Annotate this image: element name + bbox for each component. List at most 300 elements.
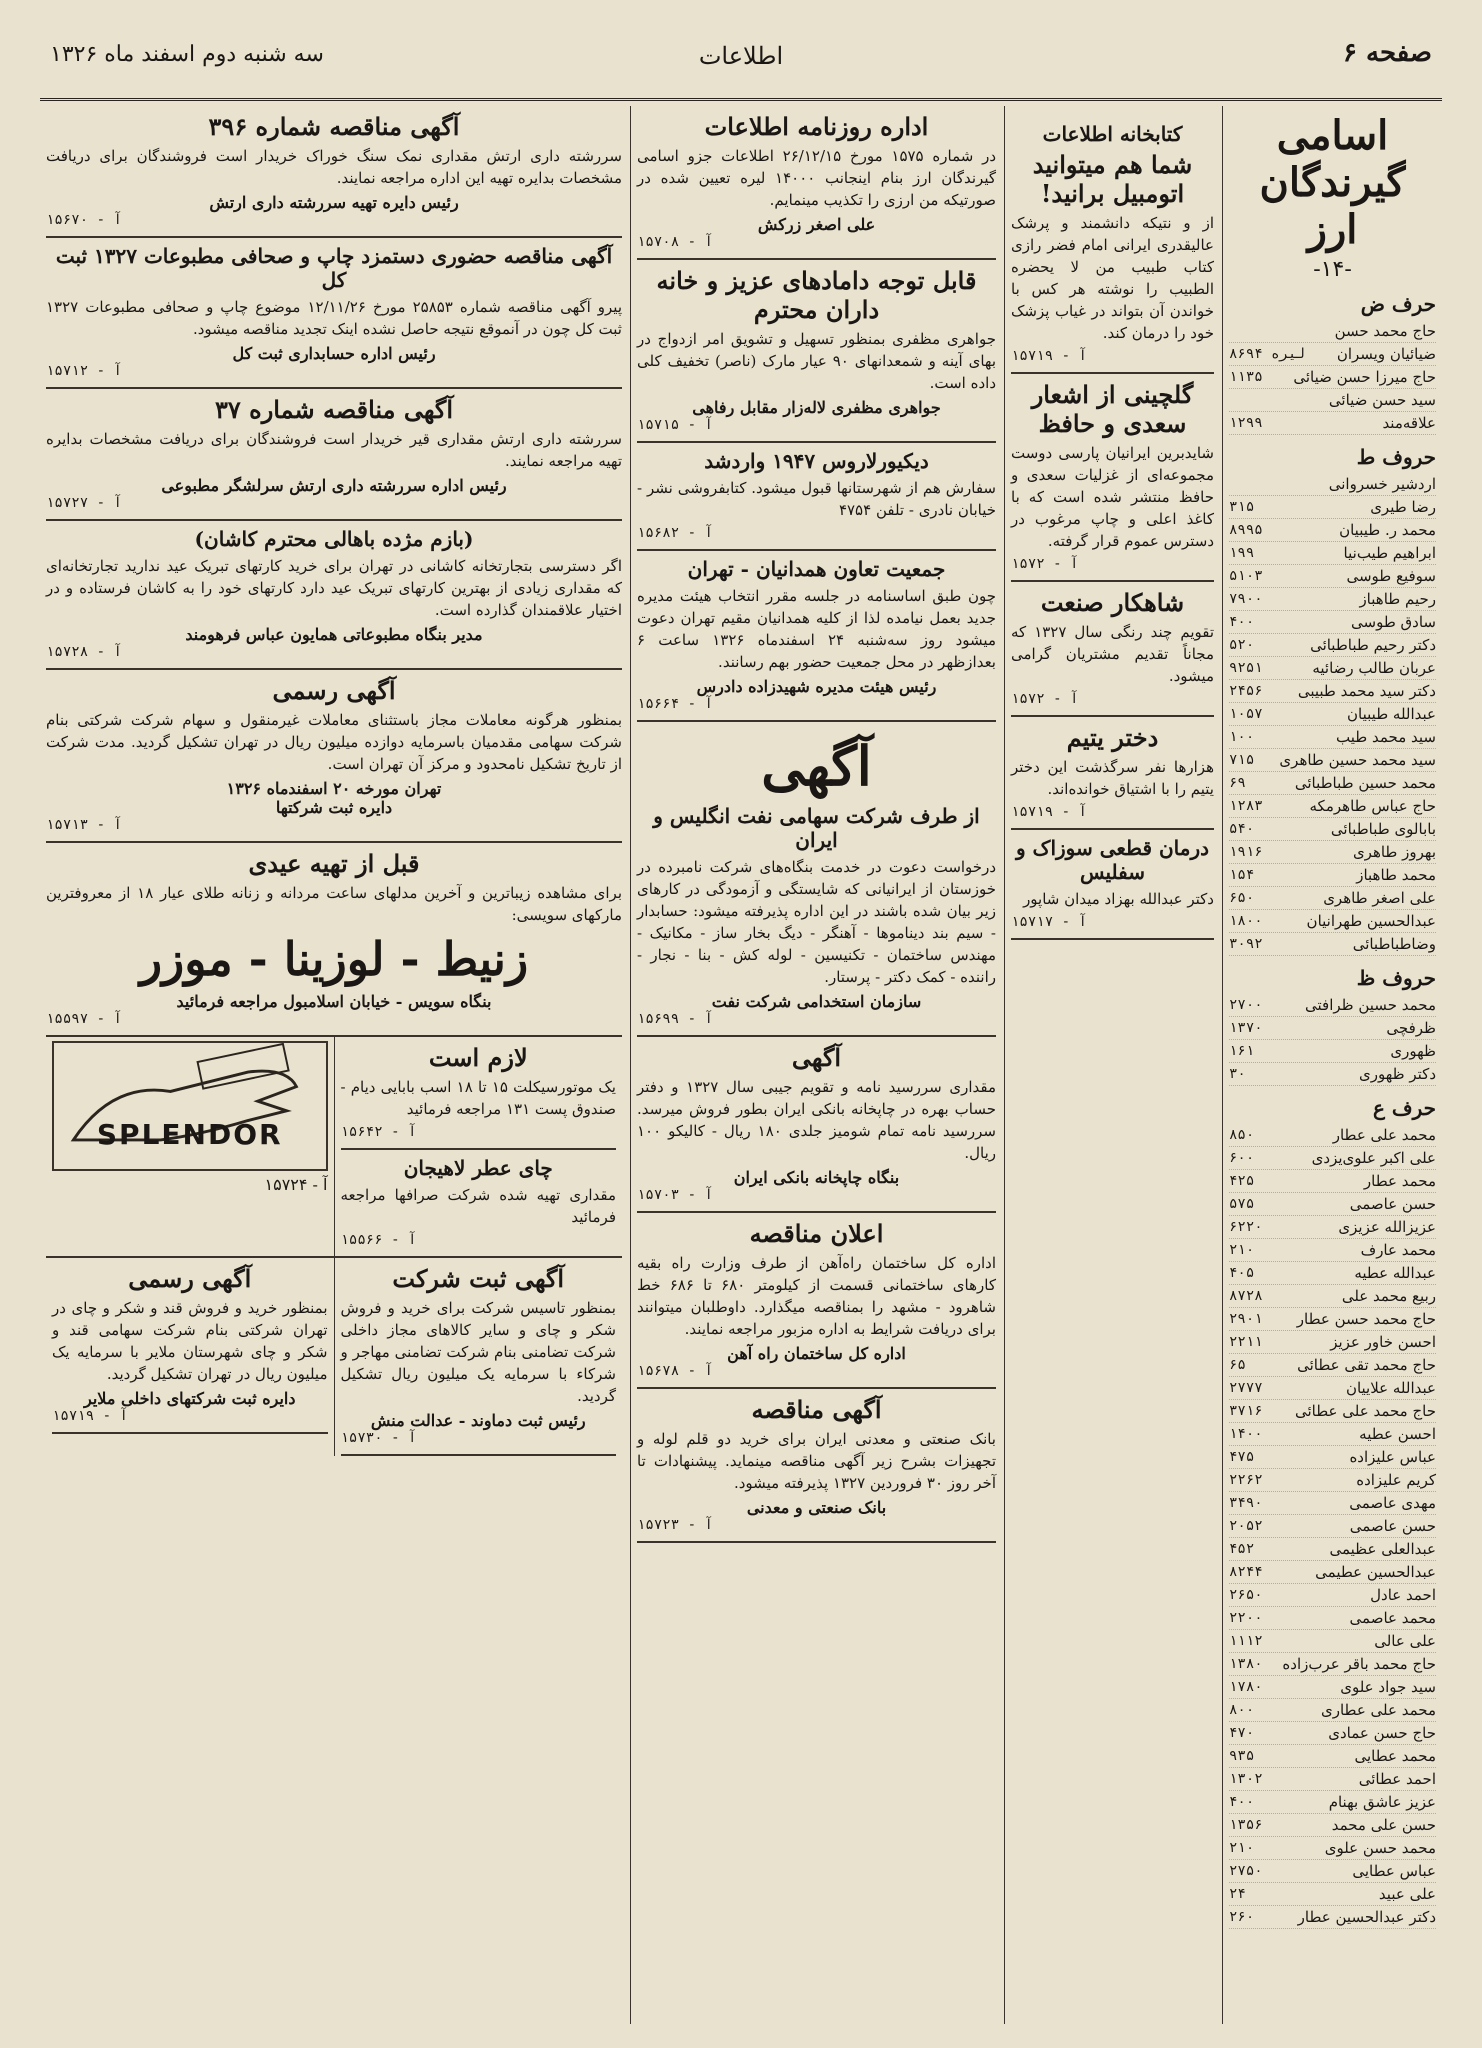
recipient-amount: ۴۰۰ [1229, 614, 1255, 630]
ad-ref: آ - ۱۵۷۳۰ [340, 1430, 417, 1446]
ad-signer: مدیر بنگاه مطبوعاتی همایون عباس فرهومند [185, 625, 483, 644]
bottom-ads-left [46, 1258, 335, 1456]
ad-registration [341, 1258, 617, 1456]
recipient-amount: ۲۱۰ [1229, 1840, 1255, 1856]
recipient-amount: ۲۷۷۷ [1229, 1380, 1263, 1396]
recipient-name: حاج محمد تقی عطائی [1297, 1356, 1436, 1374]
recipient-name: علی اکبر علوی‌یزدی [1311, 1149, 1436, 1167]
recipient-name: عبدالله عطیه [1354, 1264, 1436, 1282]
ad-ref: آ - ۱۵۵۹۷ [46, 1011, 122, 1027]
ad-watches [46, 843, 622, 1037]
ad-text: مقداری تهیه شده شرکت صرافها مراجعه فرمائید [340, 1186, 616, 1226]
ad-wanted [341, 1037, 617, 1150]
list-item [1229, 1063, 1436, 1086]
list-title: اسامی گیرندگان ارز [1259, 112, 1406, 253]
recipient-name: محمد عطایی [1354, 1747, 1436, 1765]
small-ads-right [335, 1037, 623, 1256]
recipient-name: حسن علی محمد [1331, 1816, 1436, 1834]
ad-oil-company [637, 722, 996, 1037]
ad-hamadan-society [637, 551, 996, 722]
ad-text: جواهری مظفری بمنظور تسهیل و تشویق امر ازدواج در بهای آینه و شمعدانهای ۹۰ عیار مارک (ناصر) تخفیف کلی داده است. [637, 330, 997, 392]
recipient-name: سید حسن ضیائی [1328, 391, 1436, 409]
recipient-amount: ۸۶۹۴ لیره [1229, 346, 1305, 362]
list-item [1229, 1331, 1436, 1354]
list-item [1229, 1262, 1436, 1285]
paper-name: اطلاعات [698, 42, 784, 70]
list-item [1229, 1860, 1436, 1883]
list-item [1229, 1400, 1436, 1423]
list-item [1229, 1446, 1436, 1469]
ad-signer: جواهری مظفری لاله‌زار مقابل رفاهی [692, 398, 941, 417]
ad-tea [341, 1150, 617, 1256]
recipient-amount: ۳۰ [1229, 1066, 1246, 1082]
recipient-name: محمد علی عطاری [1320, 1701, 1436, 1719]
currency-recipients-column [1222, 106, 1442, 2024]
recipient-name: کریم علیزاده [1356, 1471, 1436, 1489]
recipient-name: ابراهیم طیب‌نیا [1343, 544, 1436, 562]
ad-title: شما هم میتوانید اتومبیل برانید! [1032, 150, 1193, 208]
ad-subtitle: از طرف شرکت سهامی نفت انگلیس و ایران [653, 804, 980, 852]
ad-text: یک موتورسیکلت ۱۵ تا ۱۸ اسب بابایی دیام - صندوق پست ۱۳۱ مراجعه فرمائید [340, 1078, 616, 1118]
recipient-name: بابالوی طباطبائی [1330, 820, 1436, 838]
ad-ref: آ - ۱۵۶۷۰ [46, 212, 122, 228]
recipient-amount: ۴۲۵ [1229, 1173, 1255, 1189]
recipient-name: دکتر سید محمد طبیبی [1297, 682, 1436, 700]
recipient-amount: ۲۷۰۰ [1229, 997, 1263, 1013]
recipient-amount: ۱۲۹۹ [1229, 415, 1263, 431]
ad-text: سررشته داری ارتش مقداری نمک سنگ خوراک خریدار است فروشندگان برای دریافت مشخصات بدایره تهیه این اداره مراجعه نمایند. [46, 147, 622, 187]
recipient-amount: ۴۰۰ [1229, 1794, 1255, 1810]
list-item [1229, 412, 1436, 435]
ad-signer: دایره ثبت شرکتهای داخلی ملایر [84, 1389, 296, 1408]
recipient-amount: ۳۴۹۰ [1229, 1495, 1263, 1511]
list-item [1229, 864, 1436, 887]
recipient-name: عزیزالله عزیزی [1338, 1218, 1436, 1236]
ad-ref: آ - ۱۵۷۲ [1011, 691, 1079, 707]
list-item [1229, 1653, 1436, 1676]
column-notices [630, 106, 1002, 2024]
list-item [1229, 1676, 1436, 1699]
page-number: صفحه ۶ [1343, 38, 1432, 68]
recipient-name: دکتر عبدالحسین عطار [1297, 1908, 1436, 1926]
ad-title: آگهی [761, 734, 872, 798]
bottom-ads-right [335, 1258, 623, 1456]
recipient-name: محمد عاصمی [1349, 1609, 1436, 1627]
ad-title: دختر یتیم [1066, 723, 1159, 752]
list-item [1229, 1745, 1436, 1768]
ad-ref: آ - ۱۵۷۲۸ [46, 644, 122, 660]
recipient-amount: ۲۶۵۰ [1229, 1587, 1263, 1603]
recipient-amount: ۱۳۵۶ [1229, 1817, 1263, 1833]
ad-signer: رئیس اداره سررشته داری ارتش سرلشگر مطبوعی [161, 476, 507, 495]
recipient-name: علی اصغر طاهری [1323, 889, 1436, 907]
recipient-amount: ۱۲۸۳ [1229, 798, 1263, 814]
list-item [1229, 1630, 1436, 1653]
ad-text: هزارها نفر سرگذشت این دختر یتیم را با اشتیاق خوانده‌اند. [1011, 758, 1214, 798]
ad-calendar [637, 1037, 996, 1213]
recipient-name: حاج عباس طاهرمکه [1309, 797, 1436, 815]
recipient-amount: ۲۴ [1229, 1886, 1246, 1902]
list-item [1229, 680, 1436, 703]
ad-ref: آ - ۱۵۷۱۹ [1011, 348, 1087, 364]
recipient-amount: ۱۰۵۷ [1229, 706, 1263, 722]
ad-title: لازم است [428, 1043, 528, 1072]
ad-tender-37 [46, 389, 622, 521]
recipient-name: علی عالی [1374, 1632, 1436, 1650]
recipient-name: محمد حسین ظرافتی [1305, 996, 1436, 1014]
ad-text: دکتر عبدالله بهزاد میدان شاپور [1023, 890, 1214, 908]
ad-ref: آ - ۱۵۷۰۳ [637, 1187, 713, 1203]
ad-signer: رئیس دایره تهیه سررشته داری ارتش [209, 193, 459, 212]
recipient-name: عبدالحسین طهرانیان [1306, 912, 1436, 930]
list-item [1229, 994, 1436, 1017]
ad-title: اداره روزنامه اطلاعات [704, 112, 929, 141]
ad-ref: آ - ۱۵۷۱۹ [52, 1408, 128, 1424]
recipient-amount: ۴۵۲ [1229, 1541, 1255, 1557]
recipient-amount: ۵۴۰ [1229, 821, 1255, 837]
ad-tender-bank [637, 1389, 996, 1543]
ad-ref: آ - ۱۵۷۲۷ [46, 495, 122, 511]
column-official-ads [40, 106, 628, 2024]
ad-title: آگهی رسمی [128, 1264, 252, 1293]
recipient-name: رحیم طاهباز [1359, 590, 1436, 608]
recipient-amount: ۵۱۰۳ [1229, 568, 1263, 584]
list-item [1229, 910, 1436, 933]
ad-text: سررشته داری ارتش مقداری قیر خریدار است فروشندگان برای دریافت مشخصات بدایره تهیه مراجعه نمایند. [46, 430, 622, 470]
recipient-amount: ۱۹۱۶ [1229, 844, 1263, 860]
recipient-name: دکتر رحیم طباطبائی [1310, 636, 1436, 654]
list-item [1229, 473, 1436, 496]
recipient-amount: ۶۹ [1229, 775, 1246, 791]
ad-title: شاهکار صنعت [1040, 588, 1185, 617]
list-item [1229, 1170, 1436, 1193]
ad-tender-printing [46, 238, 622, 389]
list-item [1229, 1837, 1436, 1860]
recipient-amount: ۸۲۴۴ [1229, 1564, 1263, 1580]
ad-ref: آ - ۱۵۶۴۲ [340, 1124, 417, 1140]
recipient-amount: ۵۷۵ [1229, 1196, 1255, 1212]
ad-signer: رئیس هیئت مدیره شهیدزاده دادرس [696, 677, 937, 696]
recipient-name: حسن عاصمی [1349, 1195, 1436, 1213]
list-item [1229, 726, 1436, 749]
recipient-amount: ۴۰۵ [1229, 1265, 1255, 1281]
list-item [1229, 542, 1436, 565]
recipient-amount: ۲۱۰ [1229, 1242, 1255, 1258]
list-item [1229, 1538, 1436, 1561]
recipient-name: رضا طیری [1370, 498, 1436, 516]
recipient-name: سید محمد طیب [1336, 728, 1436, 746]
recipient-amount: ۱۹۹ [1229, 545, 1255, 561]
recipient-amount: ۲۷۵۰ [1229, 1863, 1263, 1879]
ad-title: آگهی رسمی [272, 676, 396, 705]
list-item [1229, 366, 1436, 389]
recipient-amount: ۳۰۹۲ [1229, 936, 1263, 952]
ad-title: اعلان مناقصه [749, 1219, 884, 1248]
recipient-amount: ۱۷۸۰ [1229, 1679, 1263, 1695]
recipient-amount: ۶۵ [1229, 1357, 1246, 1373]
ad-newspaper-office [637, 106, 996, 260]
list-item [1229, 496, 1436, 519]
recipient-amount: ۲۴۵۶ [1229, 683, 1263, 699]
ad-masterpiece [1011, 582, 1214, 717]
recipient-amount: ۸۰۰ [1229, 1702, 1255, 1718]
ad-ref: آ - ۱۵۷۱۷ [1011, 914, 1087, 930]
bottom-ads-row [46, 1258, 622, 1456]
recipient-name: مهدی عاصمی [1349, 1494, 1436, 1512]
ad-title: گلچینی از اشعار سعدی و حافظ [1031, 380, 1194, 438]
issue-date: سه شنبه دوم اسفند ماه ۱۳۲۶ [50, 42, 324, 67]
ad-text: بانک صنعتی و معدنی ایران برای خرید دو قلم لوله و تجهیزات بشرح زیر آگهی مناقصه مینماید. پیشنهادات تا آخر روز ۳۰ فروردین ۱۳۲۷ پذیرفته میشود. [637, 1430, 996, 1492]
recipient-amount: ۱۱۱۲ [1229, 1633, 1263, 1649]
recipient-name: محمد حسن علوی [1324, 1839, 1436, 1857]
section-letter: حرف ع [1372, 1096, 1436, 1120]
small-ads-row [46, 1037, 622, 1258]
section-letter: حرف ض [1360, 292, 1436, 316]
recipient-name: حاج محمد علی عطائی [1294, 1402, 1436, 1420]
list-item [1229, 1906, 1436, 1929]
list-item [1229, 1124, 1436, 1147]
ad-text: شایدبرین ایرانیان پارسی دوست مجموعه‌ای از غزلیات سعدی و حافظ منتشر شده است که با کاغذ اعلی و چاپ مرغوب در دسترس عموم قرار گرفته. [1011, 444, 1214, 550]
list-item [1229, 1584, 1436, 1607]
recipient-amount: ۱۶۱ [1229, 1043, 1255, 1059]
ad-text: بمنظور خرید و فروش قند و شکر و چای در تهران شرکتی بنام شرکت سهامی قند و شکر و چای شهرستان ملایر با سرمایه یک میلیون ریال در تهران تشکیل گردید. [52, 1299, 328, 1383]
ad-ref: آ - ۱۵۵۶۶ [340, 1232, 417, 1248]
recipient-amount: ۹۲۵۱ [1229, 660, 1263, 676]
ad-text: از و نتیکه دانشمند و پرشک عالیقدری ایرانی امام فضر رازی کتاب طبیب من لا یحضره الطبیب را نوشته هر کس با خواندن آن بتواند در غیاب پزشک خود را درمان کند. [1011, 214, 1214, 342]
list-item [1229, 703, 1436, 726]
recipient-amount: ۱۳۰۲ [1229, 1771, 1263, 1787]
recipient-name: محمد حسین طباطبائی [1294, 774, 1436, 792]
ad-text: بمنظور تاسیس شرکت برای خرید و فروش شکر و چای و سایر کالاهای مجاز داخلی شرکت تضامنی بنام شرکت تضامنی مهاجر و شرکاء با سرمایه یک میلیون ریال تشکیل گردید. [340, 1299, 616, 1405]
recipient-amount: ۲۲۶۲ [1229, 1472, 1263, 1488]
list-item [1229, 657, 1436, 680]
ad-title: دیکیورلاروس ۱۹۴۷ واردشد [704, 449, 929, 473]
recipient-name: ربیع محمد علی [1341, 1287, 1436, 1305]
ad-signer: بنگاه چاپخانه بانکی ایران [733, 1168, 900, 1187]
list-item [1229, 565, 1436, 588]
recipient-name: سوفیع طوسی [1346, 567, 1436, 585]
ad-ref: آ - ۱۵۷۱۹ [1011, 804, 1087, 820]
ad-signer: بنگاه سویس - خیابان اسلامبول مراجعه فرمائید [176, 992, 492, 1011]
ad-place: تهران مورخه ۲۰ اسفندماه ۱۳۲۶ [226, 779, 442, 798]
ad-official-2 [52, 1258, 328, 1434]
ad-signer: سازمان استخدامی شرکت نفت [711, 992, 922, 1011]
ad-kashan [46, 521, 622, 670]
ad-tender-railway [637, 1213, 996, 1389]
list-item [1229, 1768, 1436, 1791]
ad-kicker: کتابخانه اطلاعات [1042, 122, 1183, 146]
ad-ref: آ - ۱۵۷۱۲ [46, 363, 122, 379]
recipient-amount: ۱۳۸۰ [1229, 1656, 1263, 1672]
ad-orphan-girl [1011, 717, 1214, 830]
list-item [1229, 1239, 1436, 1262]
list-item [1229, 1883, 1436, 1906]
list-item [1229, 1699, 1436, 1722]
recipient-name: احمد عادل [1370, 1586, 1436, 1604]
column-library [1004, 106, 1220, 2024]
recipient-name: عباس علیزاده [1349, 1448, 1436, 1466]
recipient-name: احسن خاور عزیز [1330, 1333, 1436, 1351]
ad-ref: آ - ۱۵۶۸۲ [637, 525, 713, 541]
list-item [1229, 1423, 1436, 1446]
ad-text: برای مشاهده زیباترین و آخرین مدلهای ساعت مردانه و زنانه طلای عیار ۱۸ از معروفترین مارکهای سویسی: [46, 884, 622, 924]
recipient-amount: ۶۲۲۰ [1229, 1219, 1263, 1235]
recipient-name: محمد عارف [1360, 1241, 1436, 1259]
recipient-name: ضیائیان ویسران [1336, 345, 1436, 363]
ad-signer: علی اصغر زرکش [757, 215, 876, 234]
ad-ref: آ - ۱۵۶۶۴ [637, 696, 713, 712]
list-item [1229, 1492, 1436, 1515]
ad-text: اگر دسترسی بتجارتخانه کاشانی در تهران برای خرید کارتهای تبریک عید ندارید تجارتخانه‌ای که مقداری زیادی از بهترین کارتهای تبریک عید دارد کارتهای خود را به کاشان فرستاده و در اختیار علاقمندان گذارده است. [46, 557, 622, 619]
recipient-name: عبدالعلی عظیمی [1329, 1540, 1436, 1558]
list-item [1229, 795, 1436, 818]
ad-text: سفارش هم از شهرستانها قبول میشود. کتابفروشی نشر - خیابان نادری - تلفن ۴۷۵۴ [637, 479, 996, 519]
recipient-name: عربان طالب رضائیه [1312, 659, 1436, 677]
list-item [1229, 887, 1436, 910]
list-item [1229, 1607, 1436, 1630]
list-item [1229, 1561, 1436, 1584]
ad-title: چای عطر لاهیجان [403, 1156, 553, 1180]
recipient-amount: ۸۷۲۸ [1229, 1288, 1263, 1304]
recipient-amount: ۱۵۴ [1229, 867, 1255, 883]
ad-text: مقداری سررسید نامه و تقویم جیبی سال ۱۳۲۷ و دفتر حساب بهره در چاپخانه بانکی ایران بطور فروش میرسد. سررسید نامه تمام شومیز جلدی ۱۸۰ ریال - کالیکو ۱۰۰ ریال. [637, 1078, 996, 1162]
list-item [1229, 933, 1436, 956]
list-item [1229, 772, 1436, 795]
newspaper-page [40, 28, 1442, 2024]
recipient-name: حسن عاصمی [1349, 1517, 1436, 1535]
recipient-name: حاج محمد باقر عرب‌زاده [1282, 1655, 1436, 1673]
recipient-name: عبدالحسین عطیمی [1315, 1563, 1436, 1581]
section-letter: حروف ظ [1356, 966, 1436, 990]
recipient-name: عباس عطایی [1352, 1862, 1436, 1880]
list-item [1229, 1017, 1436, 1040]
list-item [1229, 634, 1436, 657]
recipient-amount: ۱۳۷۰ [1229, 1020, 1263, 1036]
recipient-amount: ۶۵۰ [1229, 890, 1255, 906]
ad-signer: اداره کل ساختمان راه آهن [727, 1344, 906, 1363]
list-item [1229, 588, 1436, 611]
list-item [1229, 320, 1436, 343]
recipient-name: دکتر ظهوری [1359, 1065, 1436, 1083]
recipient-amount: ۲۰۵۲ [1229, 1518, 1263, 1534]
list-item [1229, 389, 1436, 412]
ad-library [1011, 106, 1214, 374]
list-item [1229, 818, 1436, 841]
ad-ref: آ - ۱۵۶۹۹ [637, 1011, 713, 1027]
ad-text: تقویم چند رنگی سال ۱۳۲۷ که مجاناً تقدیم مشتریان گرامی میشود. [1011, 623, 1215, 685]
recipient-name: عزیز عاشق بهنام [1328, 1793, 1436, 1811]
recipient-name: اردشیر خسروانی [1328, 475, 1436, 493]
recipient-name: ظرفچی [1386, 1019, 1436, 1037]
list-item [1229, 1515, 1436, 1538]
recipient-amount: ۵۲۰ [1229, 637, 1255, 653]
ad-title: جمعیت تعاون همدانیان - تهران [687, 557, 946, 581]
list-item [1229, 519, 1436, 542]
recipient-name: حاج حسن عمادی [1328, 1724, 1436, 1742]
list-item [1229, 1216, 1436, 1239]
ad-title: آگهی مناقصه شماره ۳۷ [214, 395, 454, 424]
ad-title: آگهی ثبت شرکت [392, 1264, 565, 1293]
ad-brand: زنیط - لوزینا - موزر [139, 932, 529, 986]
recipient-amount: ۱۱۳۵ [1229, 369, 1263, 385]
recipient-name: حاج محمد حسن عطار [1296, 1310, 1436, 1328]
ad-title: آگهی مناقصه شماره ۳۹۶ [208, 112, 460, 141]
ad-signer: دایره ثبت شرکتها [275, 798, 393, 817]
ad-ref: آ - ۱۵۷۰۸ [637, 234, 713, 250]
recipient-name: علی عبید [1378, 1885, 1436, 1903]
recipient-name: عبدالله طیبیان [1347, 705, 1436, 723]
list-item [1229, 1040, 1436, 1063]
recipient-name: محمد ر. طیبیان [1339, 521, 1436, 539]
recipient-name: وضاطباطبائی [1352, 935, 1436, 953]
list-item [1229, 1722, 1436, 1745]
section-letter: حروف ط [1356, 445, 1436, 469]
recipient-name: سید جواد علوی [1340, 1678, 1436, 1696]
ad-ref: آ - ۱۵۷۲۳ [637, 1517, 713, 1533]
recipient-name: بهروز طاهری [1352, 843, 1436, 861]
recipient-amount: ۲۶۰ [1229, 1909, 1255, 1925]
list-item [1229, 1308, 1436, 1331]
ad-ref: آ - ۱۵۶۷۸ [637, 1363, 713, 1379]
ad-ref: آ - ۱۵۷۲۴ [264, 1175, 328, 1194]
recipient-name: محمد علی عطار [1332, 1126, 1436, 1144]
ad-signer: بانک صنعتی و معدنی [746, 1498, 887, 1517]
ad-signer: رئیس اداره حسابداری ثبت کل [232, 344, 436, 363]
recipient-name: عبدالله علاییان [1345, 1379, 1436, 1397]
list-item [1229, 1193, 1436, 1216]
list-item [1229, 611, 1436, 634]
ad-title: آگهی مناقصه [751, 1395, 882, 1424]
ad-text: چون طبق اساسنامه در جلسه مقرر انتخاب هیئت مدیره جدید بعمل نیامده لذا از کلیه همدانیان مقیم تهران دعوت میشود روز سه‌شنبه ۲۴ اسفندماه ۱۳۲۶ ساعت ۶ بعدازظهر در محل جمعیت حضور بهم رسانند. [637, 587, 996, 671]
list-item [1229, 1354, 1436, 1377]
recipient-name: احسن عطیه [1359, 1425, 1436, 1443]
recipient-amount: ۹۳۵ [1229, 1748, 1255, 1764]
list-item [1229, 841, 1436, 864]
ad-text: در شماره ۱۵۷۵ مورخ ۲۶/۱۲/۱۵ اطلاعات جزو اسامی گیرندگان ارز بنام اینجانب ۱۴۰۰۰ لیره تعیین شده در صورتیکه من ارزی را تکذیب مینمایم. [637, 147, 997, 209]
small-ads-left [46, 1037, 335, 1256]
recipient-amount: ۴۷۵ [1229, 1449, 1255, 1465]
recipient-amount: ۶۰۰ [1229, 1150, 1255, 1166]
list-item [1229, 1791, 1436, 1814]
list-item [1229, 1285, 1436, 1308]
recipient-name: احمد عطائی [1358, 1770, 1436, 1788]
recipient-name: محمد طاهباز [1356, 866, 1436, 884]
ad-title: آگهی [791, 1043, 842, 1072]
recipient-amount: ۲۹۰۱ [1229, 1311, 1263, 1327]
ad-title: قبل از تهیه عیدی [248, 849, 420, 878]
recipient-amount: ۱۰۰ [1229, 729, 1255, 745]
splendor-logo [52, 1041, 328, 1171]
recipient-sections [1229, 292, 1436, 1929]
ad-tender-396 [46, 106, 622, 238]
ad-jeweler [637, 260, 996, 443]
recipient-amount: ۴۷۰ [1229, 1725, 1255, 1741]
ad-text: پیرو آگهی مناقصه شماره ۲۵۸۵۳ مورخ ۱۲/۱۱/۲۶ موضوع چاپ و صحافی مطبوعات ۱۳۲۷ ثبت کل چون در آنموقع نتیجه حاصل نشده اینک تجدید مناقصه میشود. [46, 298, 622, 338]
splendor-brand: SPLENDOR [96, 1118, 283, 1151]
list-item [1229, 749, 1436, 772]
list-item [1229, 1469, 1436, 1492]
ad-clinic [1011, 830, 1214, 940]
recipient-amount: ۳۱۵ [1229, 499, 1255, 515]
ad-title: درمان قطعی سوزاک و سفلیس [1015, 836, 1210, 884]
ad-ref: آ - ۱۵۷۱۵ [637, 417, 713, 433]
ad-signer: رئیس ثبت دماوند - عدالت منش [370, 1411, 586, 1430]
recipient-name: حاج محمد حسن [1334, 322, 1436, 340]
ad-text: بمنظور هرگونه معاملات مجاز باستثنای معاملات غیرمنقول و سهام شرکت شرکتی بنام شرکت سهامی مقدمیان باسرمایه دوازده میلیون ریال در تهران تشکیل گردید. مدت شرکت از تاریخ تشکیل نامحدود و مرکز آن تهران است. [46, 711, 622, 773]
ad-ref: آ - ۱۵۷۱۳ [46, 817, 122, 833]
recipient-name: ظهوری [1390, 1042, 1436, 1060]
recipient-amount: ۱۴۰۰ [1229, 1426, 1263, 1442]
